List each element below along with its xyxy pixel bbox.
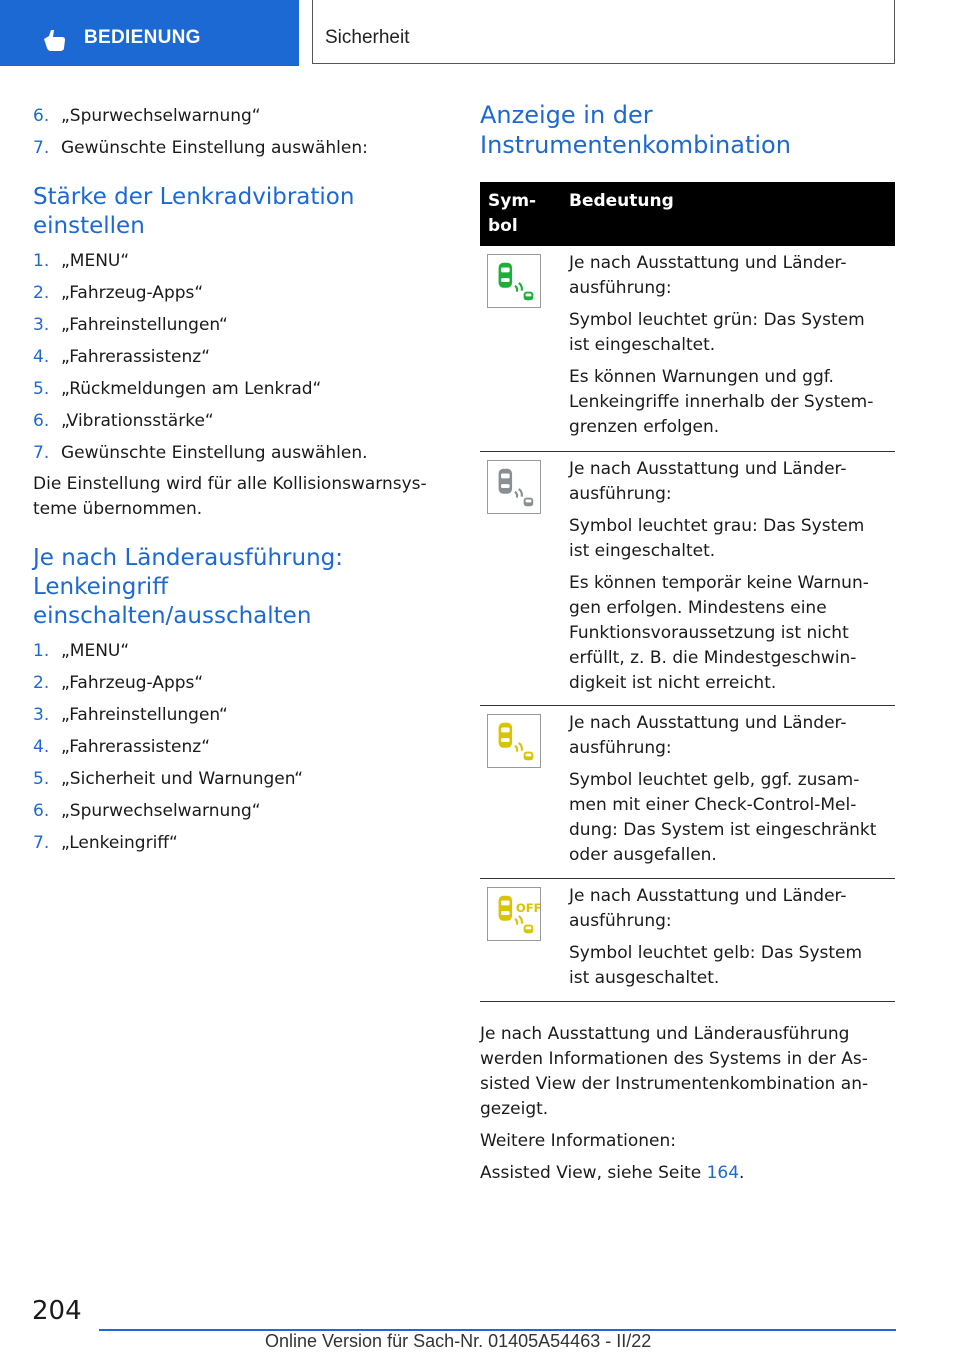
column-header-meaning: Bedeutung — [569, 191, 674, 211]
table-row — [480, 452, 895, 706]
step-number: 1. — [33, 251, 50, 271]
description-line: gen erfolgen. Mindestens eine — [569, 598, 827, 618]
description-line: ist eingeschaltet. — [569, 335, 716, 355]
description-line: oder ausgefallen. — [569, 845, 717, 865]
description-line: ausführung: — [569, 738, 672, 758]
step-number: 4. — [33, 347, 50, 367]
description-line: men mit einer Check-Control-Mel- — [569, 795, 857, 815]
description-line: Je nach Ausstattung und Länder- — [569, 459, 847, 479]
description-line: digkeit ist nicht erreicht. — [569, 673, 777, 693]
step-text: „Fahrzeug-Apps“ — [61, 283, 204, 303]
list-item — [33, 277, 443, 309]
column-header-symbol: Sym- bol — [488, 191, 537, 236]
list-item — [33, 405, 443, 437]
list-item — [33, 100, 443, 132]
step-text: „Fahrzeug-Apps“ — [61, 673, 204, 693]
cross-reference: Assisted View, siehe Seite 164. — [480, 1163, 745, 1183]
step-number: 2. — [33, 283, 50, 303]
info-paragraph — [480, 1022, 895, 1122]
step-number: 7. — [33, 138, 50, 158]
lane-change-green-icon — [487, 254, 541, 308]
step-text: „Fahreinstellungen“ — [61, 315, 228, 335]
description-line: ausführung: — [569, 278, 672, 298]
footer-online-version: Online Version für Sach-Nr. 01405A54463 - II/22 — [265, 1331, 652, 1351]
step-text: „Sicherheit und Warnungen“ — [61, 769, 304, 789]
page-link[interactable]: 164 — [706, 1163, 740, 1183]
description-paragraph — [569, 768, 895, 868]
section-tab — [0, 0, 299, 66]
step-number: 3. — [33, 705, 50, 725]
list-item — [33, 132, 443, 164]
info-paragraph-line: sisted View der Instrumentenkombination an- — [480, 1074, 869, 1094]
symbol-description — [569, 711, 895, 875]
step-number: 5. — [33, 769, 50, 789]
symbol-description — [569, 457, 895, 703]
step-text: „MENU“ — [61, 251, 130, 271]
description-line: Es können Warnungen und ggf. — [569, 367, 834, 387]
description-line: Lenkeingriffe innerhalb der System- — [569, 392, 874, 412]
info-block — [480, 1022, 895, 1186]
right-column — [480, 100, 895, 160]
list-item — [33, 763, 443, 795]
step-text: Gewünschte Einstellung auswählen. — [61, 443, 368, 463]
lane-change-off-icon — [487, 887, 541, 941]
list-item — [33, 437, 443, 469]
description-line: ausführung: — [569, 484, 672, 504]
description-paragraph — [569, 251, 895, 301]
list-item — [33, 373, 443, 405]
list-item — [33, 699, 443, 731]
step-number: 1. — [33, 641, 50, 661]
description-line: Je nach Ausstattung und Länder- — [569, 886, 847, 906]
info-paragraph-line: gezeigt. — [480, 1099, 549, 1119]
step-text: „Fahreinstellungen“ — [61, 705, 228, 725]
step-number: 7. — [33, 443, 50, 463]
description-line: Symbol leuchtet gelb: Das System — [569, 943, 863, 963]
list-item — [33, 795, 443, 827]
step-text: „Fahrerassistenz“ — [61, 347, 211, 367]
section-tab-label: BEDIENUNG — [84, 27, 201, 48]
description-line: Symbol leuchtet grau: Das System — [569, 516, 865, 536]
more-info-label: Weitere Informationen: — [480, 1131, 676, 1151]
step-number: 4. — [33, 737, 50, 757]
heading-vibration: Stärke der Lenkradvibration einstellen — [33, 184, 355, 239]
description-line: Je nach Ausstattung und Länder- — [569, 713, 847, 733]
description-paragraph — [569, 571, 895, 696]
list-item — [33, 827, 443, 859]
list-item — [33, 309, 443, 341]
step-text: „Lenkeingriff“ — [61, 833, 178, 853]
svg-text:OFF: OFF — [515, 901, 540, 916]
description-paragraph — [569, 365, 895, 440]
step-number: 3. — [33, 315, 50, 335]
description-line: Je nach Ausstattung und Länder- — [569, 253, 847, 273]
paragraph-vibration-line-1: Die Einstellung wird für alle Kollisionswarnsys- — [33, 474, 427, 494]
description-line: ausführung: — [569, 911, 672, 931]
step-number: 5. — [33, 379, 50, 399]
description-line: ist ausgeschaltet. — [569, 968, 720, 988]
list-item — [33, 341, 443, 373]
description-paragraph — [569, 884, 895, 934]
lane-change-grey-icon — [487, 460, 541, 514]
lane-change-yellow-icon — [487, 714, 541, 768]
symbol-description — [569, 884, 895, 998]
info-paragraph-line: werden Informationen des Systems in der As- — [480, 1049, 868, 1069]
step-text: Gewünschte Einstellung auswählen: — [61, 138, 368, 158]
description-line: Es können temporär keine Warnun- — [569, 573, 869, 593]
step-number: 6. — [33, 411, 50, 431]
description-paragraph — [569, 711, 895, 761]
table-header — [480, 182, 895, 246]
description-line: Symbol leuchtet gelb, ggf. zusam- — [569, 770, 860, 790]
list-item — [33, 245, 443, 277]
heading-display-line-2: Instrumentenkombination — [480, 131, 791, 159]
description-line: dung: Das System ist eingeschränkt — [569, 820, 877, 840]
description-paragraph — [569, 941, 895, 991]
chapter-title: Sicherheit — [325, 27, 410, 48]
table-row — [480, 879, 895, 1002]
description-paragraph — [569, 457, 895, 507]
symbol-description — [569, 251, 895, 447]
description-line: Funktionsvoraussetzung ist nicht — [569, 623, 849, 643]
step-text: „Vibrationsstärke“ — [61, 411, 214, 431]
step-list — [33, 100, 443, 164]
description-line: ist eingeschaltet. — [569, 541, 716, 561]
step-text: „Fahrerassistenz“ — [61, 737, 211, 757]
list-item — [33, 667, 443, 699]
list-item — [33, 635, 443, 667]
step-number: 6. — [33, 801, 50, 821]
heading-display-line-1: Anzeige in der — [480, 101, 653, 129]
list-item — [33, 731, 443, 763]
step-list — [33, 635, 443, 859]
step-text: „Spurwechselwarnung“ — [61, 106, 261, 126]
step-number: 6. — [33, 106, 50, 126]
heading-steering-line-2: Lenkeingriff einschalten/ausschalten — [33, 574, 312, 629]
page-number: 204 — [32, 1296, 82, 1326]
description-paragraph — [569, 308, 895, 358]
description-line: grenzen erfolgen. — [569, 417, 720, 437]
step-list — [33, 245, 443, 469]
left-column — [33, 100, 443, 859]
step-number: 2. — [33, 673, 50, 693]
step-text: „MENU“ — [61, 641, 130, 661]
description-paragraph — [569, 514, 895, 564]
description-line: Symbol leuchtet grün: Das System — [569, 310, 865, 330]
pointing-hand-icon — [40, 26, 68, 54]
table-row — [480, 706, 895, 879]
heading-steering-line-1: Je nach Länderausführung: — [33, 545, 344, 571]
info-paragraph-line: Je nach Ausstattung und Länderausführung — [480, 1024, 850, 1044]
description-line: erfüllt, z. B. die Mindestgeschwin- — [569, 648, 857, 668]
step-text: „Rückmeldungen am Lenkrad“ — [61, 379, 322, 399]
table-row — [480, 246, 895, 452]
step-text: „Spurwechselwarnung“ — [61, 801, 261, 821]
symbol-table — [480, 182, 895, 1002]
paragraph-vibration-line-2: teme übernommen. — [33, 499, 203, 519]
step-number: 7. — [33, 833, 50, 853]
